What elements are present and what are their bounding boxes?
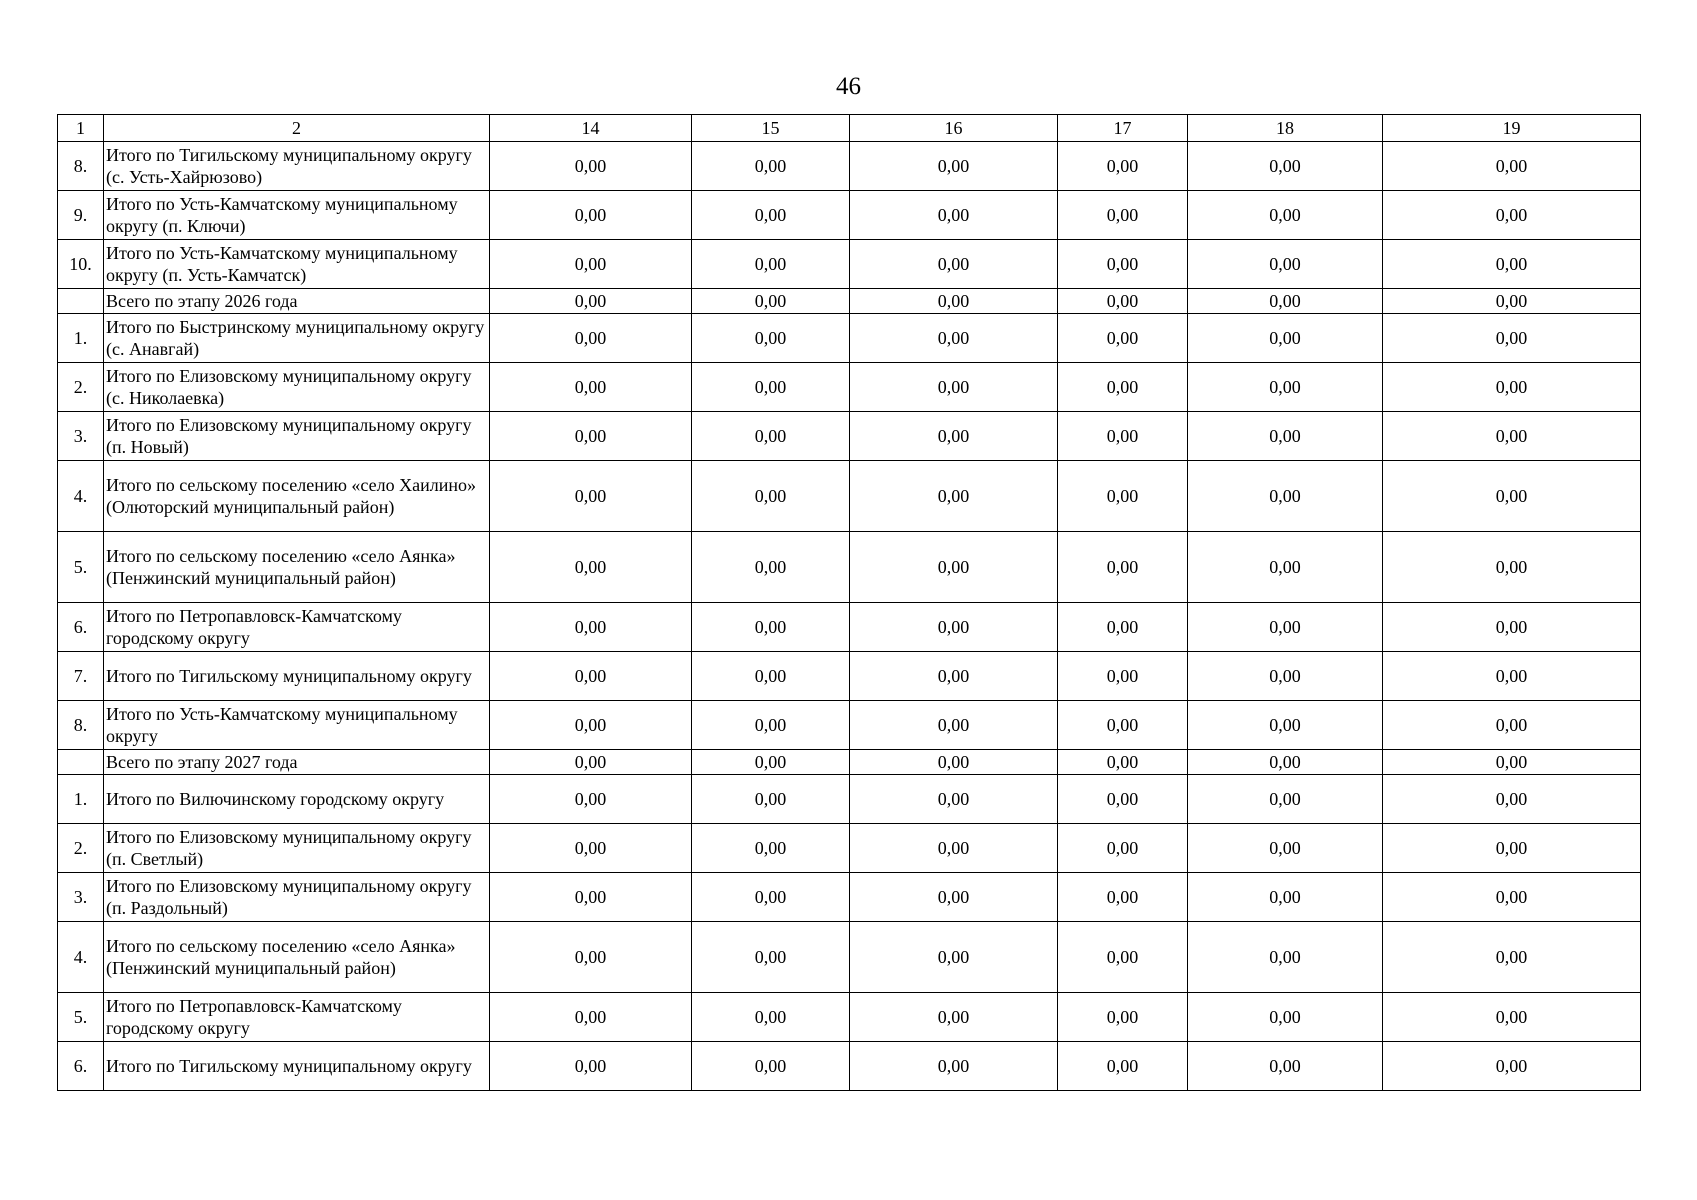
value-cell: 0,00 bbox=[1188, 191, 1383, 240]
value-cell: 0,00 bbox=[490, 412, 692, 461]
row-number: 4. bbox=[58, 922, 104, 993]
row-name: Итого по Усть-Камчатскому муниципальному округу (п. Ключи) bbox=[104, 191, 490, 240]
value-cell: 0,00 bbox=[1058, 191, 1188, 240]
row-number: 9. bbox=[58, 191, 104, 240]
row-number: 8. bbox=[58, 142, 104, 191]
value-cell: 0,00 bbox=[490, 532, 692, 603]
value-cell: 0,00 bbox=[850, 701, 1058, 750]
table-row bbox=[58, 142, 1641, 191]
row-number: 1. bbox=[58, 775, 104, 824]
value-cell: 0,00 bbox=[692, 701, 850, 750]
table-row bbox=[58, 532, 1641, 603]
value-cell: 0,00 bbox=[1058, 750, 1188, 775]
value-cell: 0,00 bbox=[692, 775, 850, 824]
value-cell: 0,00 bbox=[490, 191, 692, 240]
value-cell: 0,00 bbox=[1058, 922, 1188, 993]
value-cell: 0,00 bbox=[490, 824, 692, 873]
row-number: 5. bbox=[58, 993, 104, 1042]
row-name: Всего по этапу 2026 года bbox=[104, 289, 490, 314]
table-row bbox=[58, 750, 1641, 775]
value-cell: 0,00 bbox=[1188, 363, 1383, 412]
value-cell: 0,00 bbox=[1058, 412, 1188, 461]
value-cell: 0,00 bbox=[692, 142, 850, 191]
value-cell: 0,00 bbox=[1188, 314, 1383, 363]
value-cell: 0,00 bbox=[692, 603, 850, 652]
value-cell: 0,00 bbox=[692, 873, 850, 922]
value-cell: 0,00 bbox=[1188, 824, 1383, 873]
value-cell: 0,00 bbox=[692, 240, 850, 289]
value-cell: 0,00 bbox=[1383, 603, 1641, 652]
value-cell: 0,00 bbox=[692, 750, 850, 775]
value-cell: 0,00 bbox=[692, 993, 850, 1042]
value-cell: 0,00 bbox=[692, 652, 850, 701]
row-number: 10. bbox=[58, 240, 104, 289]
value-cell: 0,00 bbox=[850, 603, 1058, 652]
table-row bbox=[58, 775, 1641, 824]
row-name: Итого по Вилючинскому городскому округу bbox=[104, 775, 490, 824]
value-cell: 0,00 bbox=[490, 461, 692, 532]
value-cell: 0,00 bbox=[692, 314, 850, 363]
value-cell: 0,00 bbox=[850, 873, 1058, 922]
value-cell: 0,00 bbox=[1188, 873, 1383, 922]
value-cell: 0,00 bbox=[850, 532, 1058, 603]
value-cell: 0,00 bbox=[850, 191, 1058, 240]
row-number: 8. bbox=[58, 701, 104, 750]
value-cell: 0,00 bbox=[1383, 922, 1641, 993]
page-number: 46 bbox=[836, 73, 861, 100]
value-cell: 0,00 bbox=[1188, 603, 1383, 652]
value-cell: 0,00 bbox=[850, 240, 1058, 289]
value-cell: 0,00 bbox=[1383, 461, 1641, 532]
value-cell: 0,00 bbox=[1058, 461, 1188, 532]
value-cell: 0,00 bbox=[692, 922, 850, 993]
value-cell: 0,00 bbox=[1058, 775, 1188, 824]
value-cell: 0,00 bbox=[1058, 240, 1188, 289]
row-name: Итого по Петропавловск-Камчатскому городскому округу bbox=[104, 603, 490, 652]
row-name: Итого по сельскому поселению «село Аянка» (Пенжинский муниципальный район) bbox=[104, 532, 490, 603]
row-number: 3. bbox=[58, 412, 104, 461]
value-cell: 0,00 bbox=[1058, 701, 1188, 750]
value-cell: 0,00 bbox=[1383, 532, 1641, 603]
row-number: 1. bbox=[58, 314, 104, 363]
row-name: Итого по Тигильскому муниципальному округу bbox=[104, 1042, 490, 1091]
column-header: 16 bbox=[850, 115, 1058, 142]
budget-table bbox=[57, 114, 1641, 1091]
table-row bbox=[58, 824, 1641, 873]
value-cell: 0,00 bbox=[1383, 314, 1641, 363]
value-cell: 0,00 bbox=[1383, 289, 1641, 314]
column-header: 17 bbox=[1058, 115, 1188, 142]
value-cell: 0,00 bbox=[1383, 412, 1641, 461]
value-cell: 0,00 bbox=[1383, 873, 1641, 922]
value-cell: 0,00 bbox=[490, 775, 692, 824]
row-number: 6. bbox=[58, 1042, 104, 1091]
value-cell: 0,00 bbox=[1383, 701, 1641, 750]
value-cell: 0,00 bbox=[1188, 922, 1383, 993]
row-number: 3. bbox=[58, 873, 104, 922]
table-row bbox=[58, 289, 1641, 314]
row-name: Итого по Усть-Камчатскому муниципальному округу bbox=[104, 701, 490, 750]
value-cell: 0,00 bbox=[850, 314, 1058, 363]
value-cell: 0,00 bbox=[1058, 603, 1188, 652]
value-cell: 0,00 bbox=[1383, 191, 1641, 240]
table-body bbox=[58, 142, 1641, 1091]
row-name: Итого по Тигильскому муниципальному округу (с. Усть-Хайрюзово) bbox=[104, 142, 490, 191]
value-cell: 0,00 bbox=[1383, 1042, 1641, 1091]
value-cell: 0,00 bbox=[850, 922, 1058, 993]
table-row bbox=[58, 412, 1641, 461]
value-cell: 0,00 bbox=[692, 1042, 850, 1091]
value-cell: 0,00 bbox=[490, 1042, 692, 1091]
value-cell: 0,00 bbox=[692, 532, 850, 603]
value-cell: 0,00 bbox=[1058, 824, 1188, 873]
value-cell: 0,00 bbox=[1383, 652, 1641, 701]
value-cell: 0,00 bbox=[1188, 775, 1383, 824]
value-cell: 0,00 bbox=[1383, 363, 1641, 412]
row-number: 2. bbox=[58, 824, 104, 873]
table-row bbox=[58, 191, 1641, 240]
value-cell: 0,00 bbox=[850, 652, 1058, 701]
table-row bbox=[58, 461, 1641, 532]
row-name: Итого по Елизовскому муниципальному округу (п. Раздольный) bbox=[104, 873, 490, 922]
value-cell: 0,00 bbox=[1188, 652, 1383, 701]
column-header: 14 bbox=[490, 115, 692, 142]
value-cell: 0,00 bbox=[1188, 142, 1383, 191]
row-number: 7. bbox=[58, 652, 104, 701]
value-cell: 0,00 bbox=[850, 1042, 1058, 1091]
row-name: Итого по сельскому поселению «село Хаилино» (Олюторский муниципальный район) bbox=[104, 461, 490, 532]
value-cell: 0,00 bbox=[850, 142, 1058, 191]
value-cell: 0,00 bbox=[850, 750, 1058, 775]
value-cell: 0,00 bbox=[490, 750, 692, 775]
value-cell: 0,00 bbox=[1188, 701, 1383, 750]
table-row bbox=[58, 363, 1641, 412]
value-cell: 0,00 bbox=[692, 363, 850, 412]
value-cell: 0,00 bbox=[1188, 993, 1383, 1042]
value-cell: 0,00 bbox=[1058, 652, 1188, 701]
value-cell: 0,00 bbox=[1058, 314, 1188, 363]
value-cell: 0,00 bbox=[1058, 993, 1188, 1042]
value-cell: 0,00 bbox=[850, 289, 1058, 314]
value-cell: 0,00 bbox=[1188, 532, 1383, 603]
table-row bbox=[58, 603, 1641, 652]
column-header: 1 bbox=[58, 115, 104, 142]
value-cell: 0,00 bbox=[490, 142, 692, 191]
value-cell: 0,00 bbox=[1058, 289, 1188, 314]
value-cell: 0,00 bbox=[1188, 289, 1383, 314]
value-cell: 0,00 bbox=[1058, 142, 1188, 191]
value-cell: 0,00 bbox=[692, 191, 850, 240]
value-cell: 0,00 bbox=[490, 240, 692, 289]
value-cell: 0,00 bbox=[490, 873, 692, 922]
value-cell: 0,00 bbox=[1188, 461, 1383, 532]
column-header: 19 bbox=[1383, 115, 1641, 142]
value-cell: 0,00 bbox=[1188, 1042, 1383, 1091]
row-number: 2. bbox=[58, 363, 104, 412]
value-cell: 0,00 bbox=[1383, 824, 1641, 873]
value-cell: 0,00 bbox=[1058, 532, 1188, 603]
table-header-row bbox=[58, 115, 1641, 142]
value-cell: 0,00 bbox=[490, 922, 692, 993]
value-cell: 0,00 bbox=[1188, 240, 1383, 289]
row-name: Итого по Петропавловск-Камчатскому городскому округу bbox=[104, 993, 490, 1042]
row-number: 4. bbox=[58, 461, 104, 532]
value-cell: 0,00 bbox=[490, 603, 692, 652]
row-name: Всего по этапу 2027 года bbox=[104, 750, 490, 775]
table-row bbox=[58, 993, 1641, 1042]
value-cell: 0,00 bbox=[850, 824, 1058, 873]
value-cell: 0,00 bbox=[490, 993, 692, 1042]
row-name: Итого по Елизовскому муниципальному округу (п. Светлый) bbox=[104, 824, 490, 873]
value-cell: 0,00 bbox=[1058, 873, 1188, 922]
value-cell: 0,00 bbox=[1383, 750, 1641, 775]
column-header: 15 bbox=[692, 115, 850, 142]
value-cell: 0,00 bbox=[1188, 412, 1383, 461]
value-cell: 0,00 bbox=[1058, 363, 1188, 412]
column-header: 2 bbox=[104, 115, 490, 142]
row-number: 5. bbox=[58, 532, 104, 603]
value-cell: 0,00 bbox=[490, 363, 692, 412]
row-name: Итого по Тигильскому муниципальному округу bbox=[104, 652, 490, 701]
value-cell: 0,00 bbox=[1383, 240, 1641, 289]
value-cell: 0,00 bbox=[692, 412, 850, 461]
value-cell: 0,00 bbox=[1383, 142, 1641, 191]
table-row bbox=[58, 652, 1641, 701]
value-cell: 0,00 bbox=[850, 461, 1058, 532]
row-name: Итого по сельскому поселению «село Аянка» (Пенжинский муниципальный район) bbox=[104, 922, 490, 993]
row-name: Итого по Елизовскому муниципальному округу (с. Николаевка) bbox=[104, 363, 490, 412]
table-row bbox=[58, 1042, 1641, 1091]
value-cell: 0,00 bbox=[1383, 775, 1641, 824]
row-number bbox=[58, 750, 104, 775]
value-cell: 0,00 bbox=[692, 824, 850, 873]
row-number bbox=[58, 289, 104, 314]
value-cell: 0,00 bbox=[850, 363, 1058, 412]
row-name: Итого по Усть-Камчатскому муниципальному округу (п. Усть-Камчатск) bbox=[104, 240, 490, 289]
value-cell: 0,00 bbox=[1058, 1042, 1188, 1091]
value-cell: 0,00 bbox=[692, 289, 850, 314]
value-cell: 0,00 bbox=[1188, 750, 1383, 775]
table-row bbox=[58, 701, 1641, 750]
value-cell: 0,00 bbox=[490, 314, 692, 363]
value-cell: 0,00 bbox=[850, 412, 1058, 461]
row-name: Итого по Елизовскому муниципальному округу (п. Новый) bbox=[104, 412, 490, 461]
value-cell: 0,00 bbox=[490, 701, 692, 750]
column-header: 18 bbox=[1188, 115, 1383, 142]
value-cell: 0,00 bbox=[1383, 993, 1641, 1042]
table-row bbox=[58, 240, 1641, 289]
row-name: Итого по Быстринскому муниципальному округу (с. Анавгай) bbox=[104, 314, 490, 363]
table-row bbox=[58, 873, 1641, 922]
value-cell: 0,00 bbox=[692, 461, 850, 532]
row-number: 6. bbox=[58, 603, 104, 652]
table-row bbox=[58, 922, 1641, 993]
value-cell: 0,00 bbox=[490, 289, 692, 314]
table-row bbox=[58, 314, 1641, 363]
value-cell: 0,00 bbox=[490, 652, 692, 701]
value-cell: 0,00 bbox=[850, 775, 1058, 824]
value-cell: 0,00 bbox=[850, 993, 1058, 1042]
